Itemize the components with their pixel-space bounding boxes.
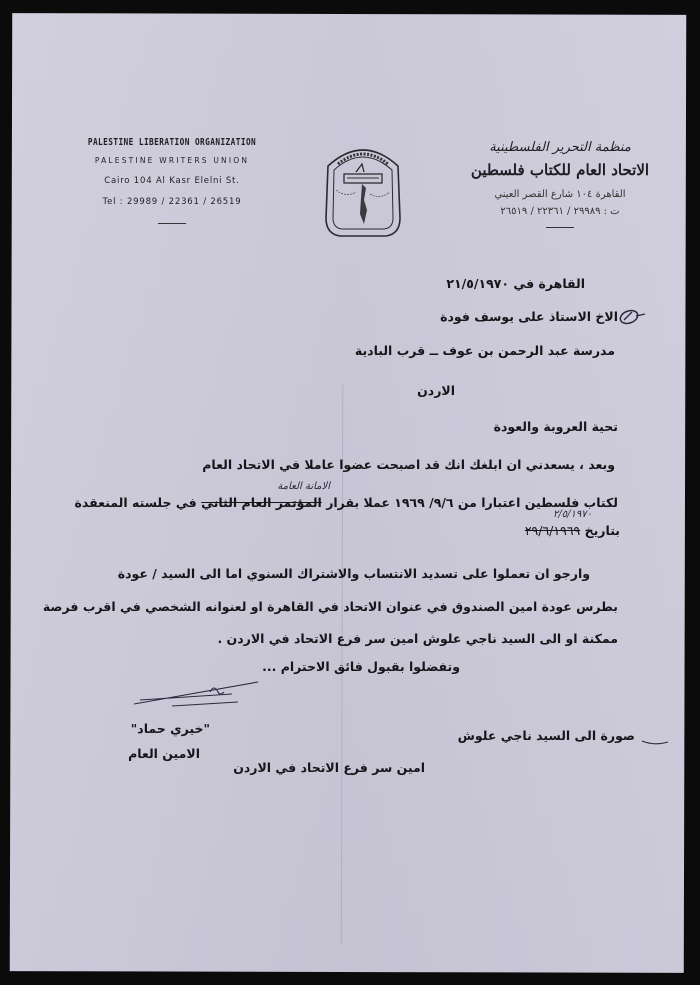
- union-name-en: PALESTINE WRITERS UNION: [94, 156, 250, 165]
- address-en: Cairo 104 Al Kasr Elelni St.: [104, 176, 240, 186]
- paragraph2-line2: بطرس عودة امين الصندوق في عنوان الاتحاد في القاهرة او لعنوانه الشخصي في اقرب فرصة: [42, 599, 618, 614]
- signatory-title: الامين العام: [128, 746, 200, 761]
- organization-name-en: PALESTINE LIBERATION ORGANIZATION: [87, 137, 257, 148]
- cc-dash-mark: [640, 733, 670, 752]
- signature-scribble-icon: [132, 678, 262, 712]
- cc-line2: امين سر فرع الاتحاد في الاردن: [233, 760, 425, 775]
- recipient-name: الاخ الاستاذ على يوسف فودة: [440, 309, 618, 324]
- plo-emblem-icon: [320, 138, 406, 240]
- handwritten-check-mark-icon: [618, 308, 646, 330]
- union-name-ar: الاتحاد العام للكتاب فلسطين: [470, 161, 650, 179]
- paragraph2-line1: وارجو ان تعملوا على تسديد الانتساب والاشتراك السنوي اما الى السيد / عودة: [117, 566, 590, 581]
- greeting: تحية العروبة والعودة: [493, 419, 618, 434]
- paragraph2-line3: ممكنة او الى السيد ناجي علوش امين سر فرع الاتحاد في الاردن .: [217, 631, 618, 646]
- cc-line1: صورة الى السيد ناجي علوش: [457, 728, 635, 743]
- telephone-en: Tel : 29989 / 22361 / 26519: [102, 197, 242, 207]
- date-label: بتاريخ: [584, 523, 620, 538]
- recipient-country: الاردن: [417, 383, 455, 398]
- closing: وتفضلوا بقبول فائق الاحترام ...: [262, 659, 460, 674]
- struck-date: ٢٩/٦/١٩٦٩: [524, 523, 581, 538]
- paragraph1-line2-end: في جلسته المنعقدة: [74, 495, 197, 510]
- english-letterhead: [62, 137, 282, 224]
- divider: [546, 227, 574, 228]
- divider: [158, 223, 186, 224]
- telephone-ar: ت : ٢٩٩٨٩ / ٢٢٣٦١ / ٢٦٥١٩: [500, 206, 620, 217]
- paragraph1-line2: [75, 495, 618, 510]
- paragraph1-line1: وبعد ، يسعدني ان ابلغك انك قد اصبحت عضوا عاملا في الاتحاد العام: [202, 457, 615, 472]
- address-ar: القاهرة ١٠٤ شارع القصر العيني: [494, 189, 626, 200]
- organization-name-ar: منظمة التحرير الفلسطينية: [489, 140, 631, 155]
- recipient-school: مدرسة عبد الرحمن بن عوف ــ قرب البادية: [354, 343, 615, 358]
- struck-text: المؤتمر العام الثاني: [201, 495, 322, 510]
- signatory-name: "خيري حماد": [130, 721, 210, 736]
- date-line: القاهرة في ٢١/٥/١٩٧٠: [446, 276, 585, 291]
- arabic-letterhead: [450, 140, 670, 228]
- paragraph1-line2-start: لكتاب فلسطين اعتبارا من ٩/٦/ ١٩٦٩ عملا بقرار: [326, 495, 618, 510]
- paragraph1-line3: [525, 523, 620, 538]
- handwritten-correction: الامانة العامة: [277, 481, 330, 492]
- handwritten-date: ٢/٥/١٩٧٠: [553, 509, 592, 520]
